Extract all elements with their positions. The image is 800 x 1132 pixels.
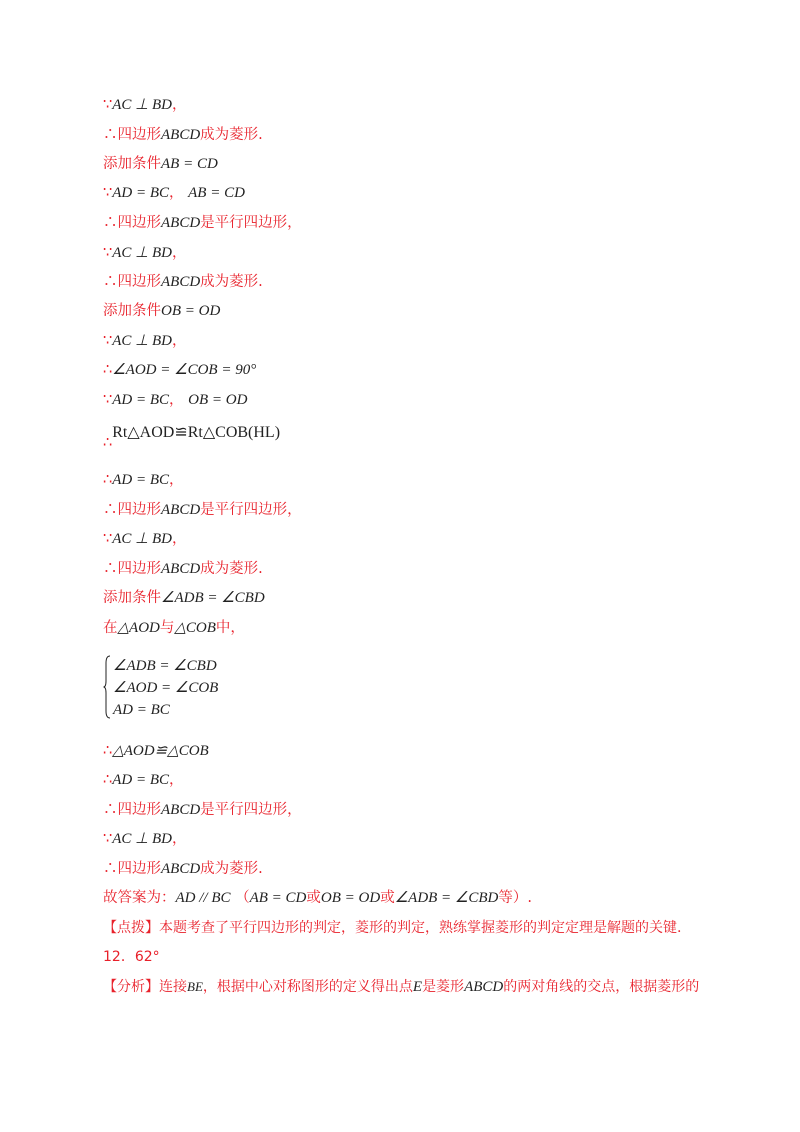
question-answer: 12．62° (103, 949, 160, 965)
proof-line: 添加条件AB = CD (103, 156, 218, 172)
proof-line: ∴四边形ABCD成为菱形. (103, 561, 263, 577)
proof-line: ∴△AOD≌△COB (103, 743, 209, 759)
math-expression: AC ⊥ BD (112, 831, 172, 847)
tip-comment: 【点拨】本题考查了平行四边形的判定，菱形的判定，熟练掌握菱形的判定定理是解题的关键. (103, 920, 682, 936)
left-brace-icon (103, 655, 111, 719)
answer-line: 故答案为：AD // BC （AB = CD或OB = OD或∠ADB = ∠CBD等）. (103, 890, 532, 906)
proof-line: ∵AC ⊥ BD， (103, 333, 187, 349)
analysis-line: 【分析】连接BE，根据中心对称图形的定义得出点E是菱形ABCD的两对角线的交点，根据菱形的 (103, 979, 700, 995)
proof-line: ∴四边形ABCD是平行四边形， (103, 802, 302, 818)
math-expression: AD = BC (112, 185, 170, 201)
proof-line: ∴AD = BC， (103, 472, 184, 488)
math-expression: BE (187, 979, 203, 994)
math-expression: AB = CD (188, 185, 245, 201)
math-expression: AD = BC (112, 472, 170, 488)
math-expression: AC ⊥ BD (112, 97, 172, 113)
math-expression: ABCD (161, 502, 201, 518)
math-expression: AC ⊥ BD (112, 245, 172, 261)
proof-line: ∴∠AOD = ∠COB = 90° (103, 362, 257, 378)
proof-line: ∵AD = BC， OB = OD (103, 392, 248, 408)
proof-line: ∴四边形ABCD是平行四边形， (103, 215, 302, 231)
math-expression: ∠ADB = ∠CBD (161, 590, 265, 606)
proof-line: ∴Rt△AOD≌Rt△COB(HL) (103, 424, 281, 451)
proof-line: ∵AC ⊥ BD， (103, 245, 187, 261)
math-expression: Rt△AOD≌Rt△COB(HL) (112, 424, 281, 441)
math-expression: ABCD (161, 561, 201, 577)
math-expression: ∠ADB = ∠CBD (394, 890, 499, 906)
math-expression: AD = BC (112, 392, 170, 408)
math-expression: ABCD (161, 861, 201, 877)
math-expression: ABCD (464, 979, 504, 995)
proof-line: 在△AOD与△COB中， (103, 620, 245, 636)
proof-line: 添加条件∠ADB = ∠CBD (103, 590, 265, 606)
math-expression: OB = OD (188, 392, 248, 408)
proof-line: ∵AD = BC， AB = CD (103, 185, 245, 201)
proof-line: 添加条件OB = OD (103, 303, 221, 319)
math-expression: AD // BC (175, 890, 231, 906)
math-expression: OB = OD (320, 890, 381, 906)
math-expression: AB = CD (161, 156, 218, 172)
math-expression: AD = BC (112, 772, 170, 788)
proof-line: ∴四边形ABCD成为菱形. (103, 861, 263, 877)
proof-line: ∴四边形ABCD是平行四边形， (103, 502, 302, 518)
math-expression: ABCD (161, 127, 201, 143)
math-expression: △COB (174, 620, 216, 636)
proof-line: ∴四边形ABCD成为菱形. (103, 274, 263, 290)
proof-line: ∴四边形ABCD成为菱形. (103, 127, 263, 143)
math-expression: ∠AOD = ∠COB = 90° (112, 362, 257, 378)
math-expression: ABCD (161, 802, 201, 818)
math-expression: △AOD≌△COB (112, 743, 209, 759)
math-expression: OB = OD (161, 303, 221, 319)
math-expression: AB = CD (249, 890, 307, 906)
math-expression: E (412, 979, 423, 995)
math-expression: AC ⊥ BD (112, 333, 172, 349)
system-equation: AD = BC (113, 702, 170, 718)
math-expression: △AOD (117, 620, 160, 636)
equation-system (103, 655, 223, 719)
system-equation: ∠ADB = ∠CBD (113, 658, 217, 674)
math-expression: ABCD (161, 274, 201, 290)
math-expression: ABCD (161, 215, 201, 231)
proof-line: ∵AC ⊥ BD， (103, 531, 187, 547)
math-expression: AC ⊥ BD (112, 531, 172, 547)
system-equation: ∠AOD = ∠COB (113, 680, 219, 696)
proof-line: ∴AD = BC， (103, 772, 184, 788)
proof-line: ∵AC ⊥ BD， (103, 831, 187, 847)
proof-line: ∵AC ⊥ BD， (103, 97, 187, 113)
